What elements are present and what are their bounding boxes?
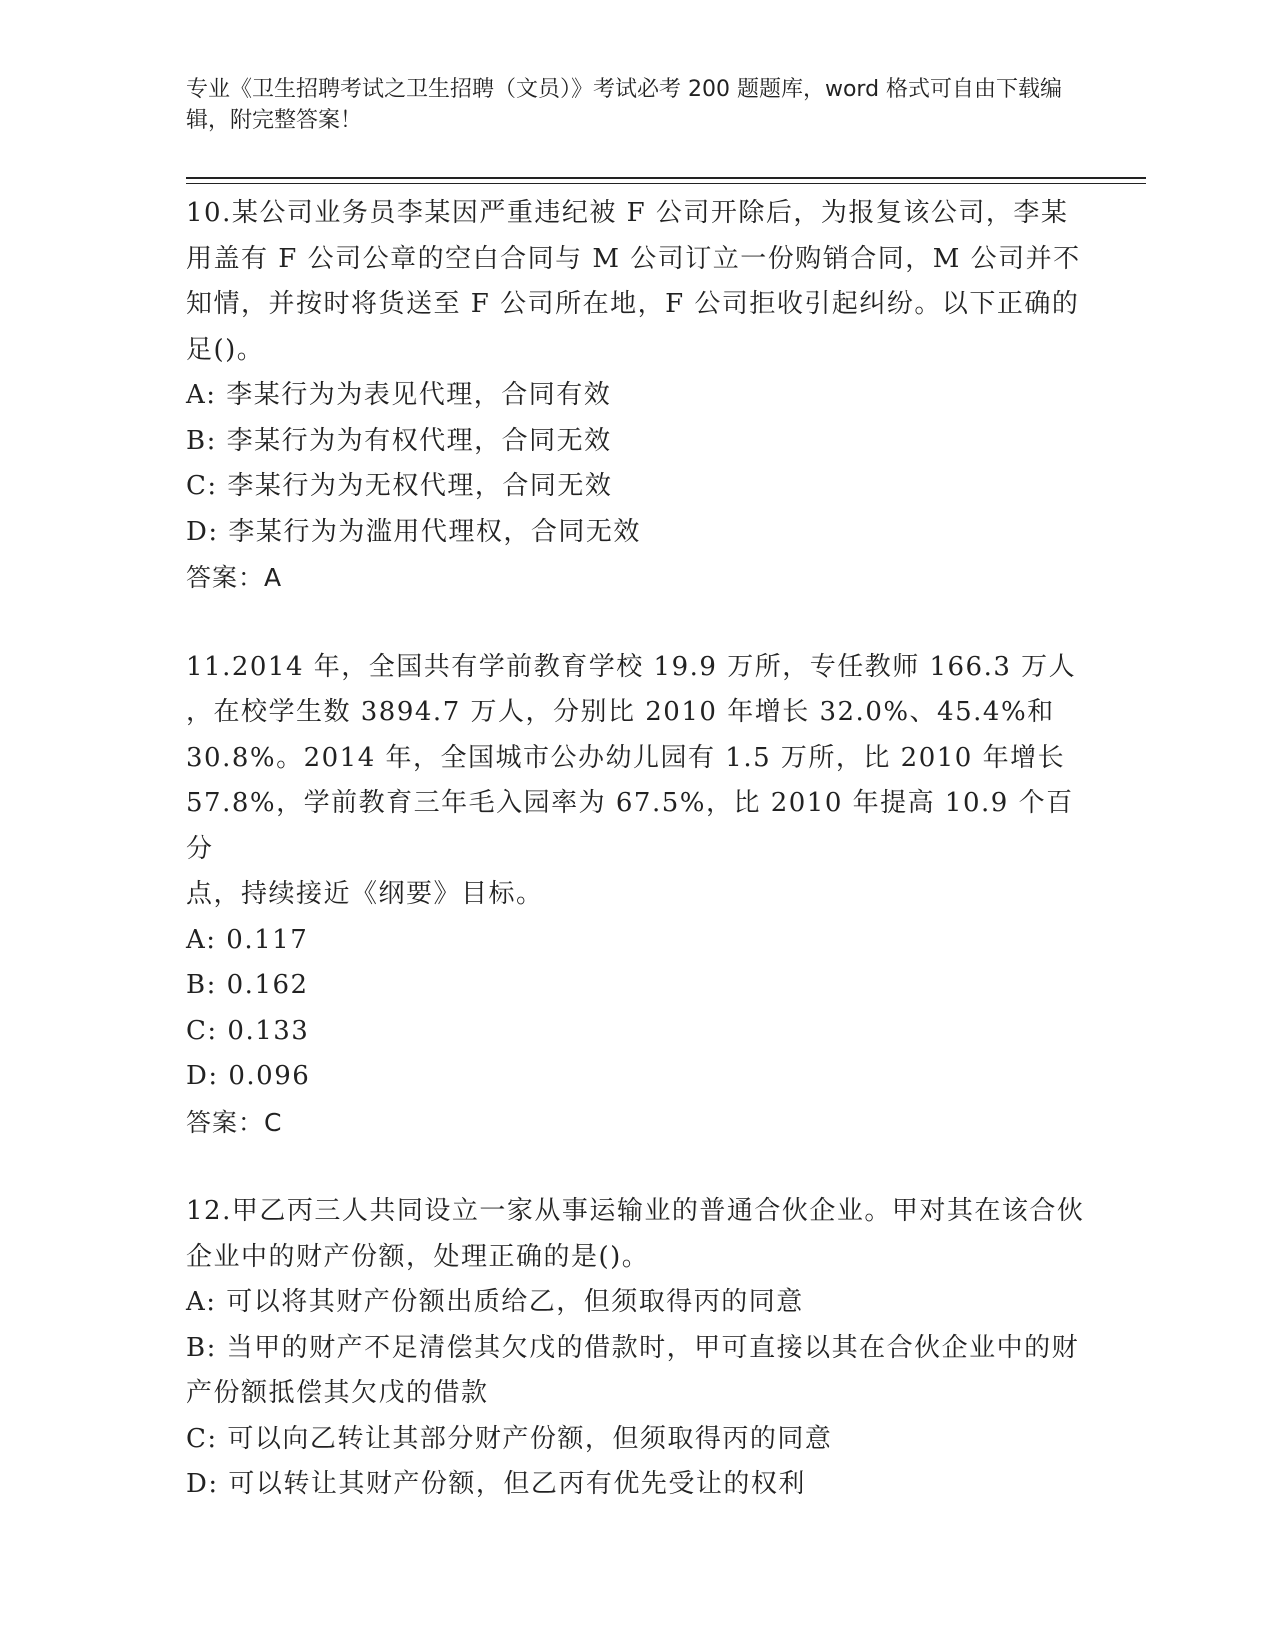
option-b: B: 李某行为为有权代理，合同无效 (186, 425, 612, 456)
option-b: B: 0.162 (186, 970, 309, 1000)
option-b: B: 当甲的财产不足清偿其欠戊的借款时，甲可直接以其在合伙企业中的财产份额抵偿其欠戊的借款 (186, 1332, 1080, 1408)
option-a: A: 0.117 (186, 924, 309, 955)
question-stem: 12.甲乙丙三人共同设立一家从事运输业的普通合伙企业。甲对其在该合伙企业中的财产份额，处理正确的是()。 (186, 1196, 1085, 1272)
answer-label: 答案：C (186, 1107, 283, 1137)
option-d: D: 0.096 (186, 1061, 311, 1091)
option-c: C: 0.133 (186, 1015, 310, 1046)
question-stem-line: 30.8%。2014 年，全国城市公办幼儿园有 1.5 万所，比 2010 年增长 (186, 742, 1066, 773)
option-c: C: 李某行为为无权代理，合同无效 (186, 471, 613, 501)
question-stem-line: 点，持续接近《纲要》目标。 (186, 879, 544, 909)
question-spacer (186, 601, 1086, 645)
header-divider-thick (186, 177, 1146, 179)
question-spacer (186, 1145, 1086, 1189)
option-d: D: 李某行为为滥用代理权，合同无效 (186, 516, 641, 547)
option-a: A: 可以将其财产份额出质给乙，但须取得丙的同意 (186, 1287, 804, 1317)
question-11 (186, 645, 1086, 1146)
question-stem-line: 11.2014 年，全国共有学前教育学校 19.9 万所，专任教师 166.3 万人 (186, 651, 1077, 682)
page-header: 专业《卫生招聘考试之卫生招聘（文员）》考试必考 200 题题库，word 格式可自由下载编辑，附完整答案！ (186, 77, 1063, 133)
question-stem-line: 57.8%，学前教育三年毛入园率为 67.5%，比 2010 年提高 10.9 个百分 (186, 788, 1074, 864)
option-c: C: 可以向乙转让其部分财产份额，但须取得丙的同意 (186, 1423, 833, 1454)
question-stem: 10.某公司业务员李某因严重违纪被 F 公司开除后，为报复该公司，李某用盖有 F 公司公章的空白合同与 M 公司订立一份购销合同，M 公司并不知情，并按时将货送至 F 公司所在地，F 公司拒收引起纠纷。以下正确的足()。 (186, 198, 1081, 365)
option-a: A: 李某行为为表见代理，合同有效 (186, 380, 612, 410)
question-stem-line: ，在校学生数 3894.7 万人，分别比 2010 年增长 32.0%、45.4%和 (186, 697, 1055, 727)
header-divider-thin (186, 183, 1146, 184)
option-d: D: 可以转让其财产份额，但乙丙有优先受让的权利 (186, 1469, 806, 1499)
question-12 (186, 1189, 1086, 1508)
question-list (186, 191, 1086, 1508)
question-10 (186, 191, 1086, 601)
answer-label: 答案：A (186, 563, 283, 592)
